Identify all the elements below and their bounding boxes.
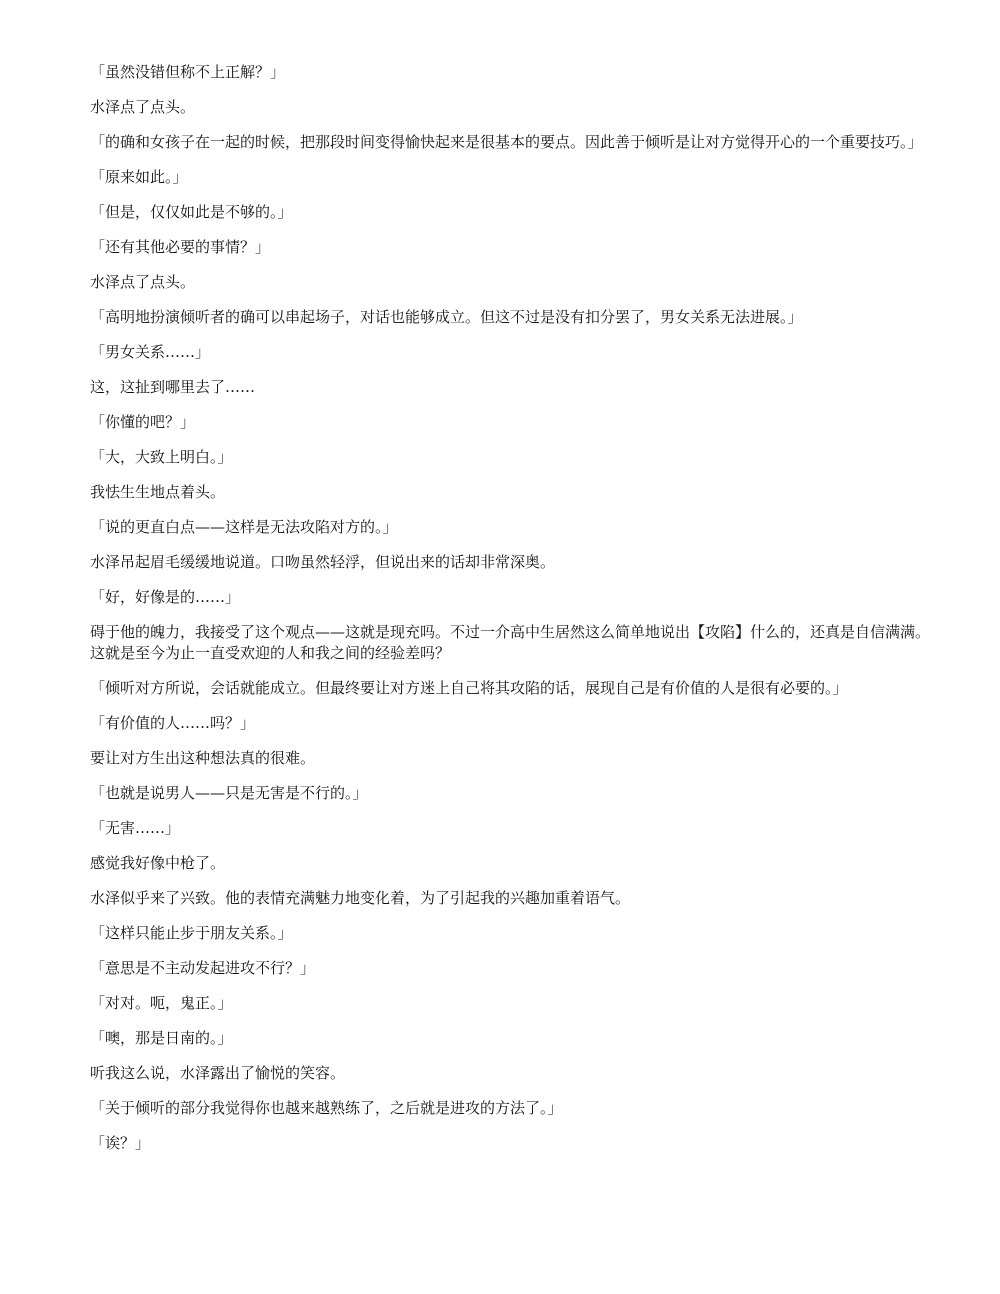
paragraph: 「但是，仅仅如此是不够的。」 <box>90 203 293 221</box>
paragraph: 「你懂的吧？」 <box>90 413 196 431</box>
paragraph: 碍于他的魄力，我接受了这个观点——这就是现充吗。不过一介高中生居然这么简单地说出【攻陷】什么的，还真是自信满满。这就是至今为止一直受欢迎的人和我之间的经验差吗？ <box>90 623 931 662</box>
paragraph: 「噢，那是日南的。」 <box>90 1029 233 1047</box>
paragraph: 「诶？」 <box>90 1134 151 1152</box>
paragraph: 「虽然没错但称不上正解？」 <box>90 63 286 81</box>
paragraph: 我怯生生地点着头。 <box>90 483 226 501</box>
paragraph: 「说的更直白点——这样是无法攻陷对方的。」 <box>90 518 398 536</box>
paragraph: 「有价值的人……吗？」 <box>90 714 256 732</box>
paragraph: 这，这扯到哪里去了…… <box>90 378 256 396</box>
paragraph: 「对对。呃，鬼正。」 <box>90 994 233 1012</box>
paragraph: 「关于倾听的部分我觉得你也越来越熟练了，之后就是进攻的方法了。」 <box>90 1099 563 1117</box>
text-body <box>90 62 940 1168</box>
paragraph: 「也就是说男人——只是无害是不行的。」 <box>90 784 368 802</box>
paragraph: 「倾听对方所说，会话就能成立。但最终要让对方迷上自己将其攻陷的话，展现自己是有价值的人是很有必要的。」 <box>90 679 848 697</box>
paragraph: 「大，大致上明白。」 <box>90 448 233 466</box>
paragraph: 水泽点了点头。 <box>90 273 196 291</box>
paragraph: 「好，好像是的……」 <box>90 588 241 606</box>
paragraph: 「意思是不主动发起进攻不行？」 <box>90 959 316 977</box>
paragraph: 「还有其他必要的事情？」 <box>90 238 271 256</box>
paragraph: 「高明地扮演倾听者的确可以串起场子，对话也能够成立。但这不过是没有扣分罢了，男女关系无法进展。」 <box>90 308 803 326</box>
paragraph: 要让对方生出这种想法真的很难。 <box>90 749 316 767</box>
paragraph: 水泽似乎来了兴致。他的表情充满魅力地变化着，为了引起我的兴趣加重着语气。 <box>90 889 631 907</box>
paragraph: 感觉我好像中枪了。 <box>90 854 226 872</box>
paragraph: 「无害……」 <box>90 819 181 837</box>
paragraph: 「这样只能止步于朋友关系。」 <box>90 924 293 942</box>
paragraph: 「的确和女孩子在一起的时候，把那段时间变得愉快起来是很基本的要点。因此善于倾听是让对方觉得开心的一个重要技巧。」 <box>90 133 923 151</box>
paragraph: 「原来如此。」 <box>90 168 188 186</box>
paragraph: 「男女关系……」 <box>90 343 211 361</box>
paragraph: 听我这么说，水泽露出了愉悦的笑容。 <box>90 1064 346 1082</box>
paragraph: 水泽点了点头。 <box>90 98 196 116</box>
paragraph: 水泽吊起眉毛缓缓地说道。口吻虽然轻浮，但说出来的话却非常深奥。 <box>90 553 556 571</box>
